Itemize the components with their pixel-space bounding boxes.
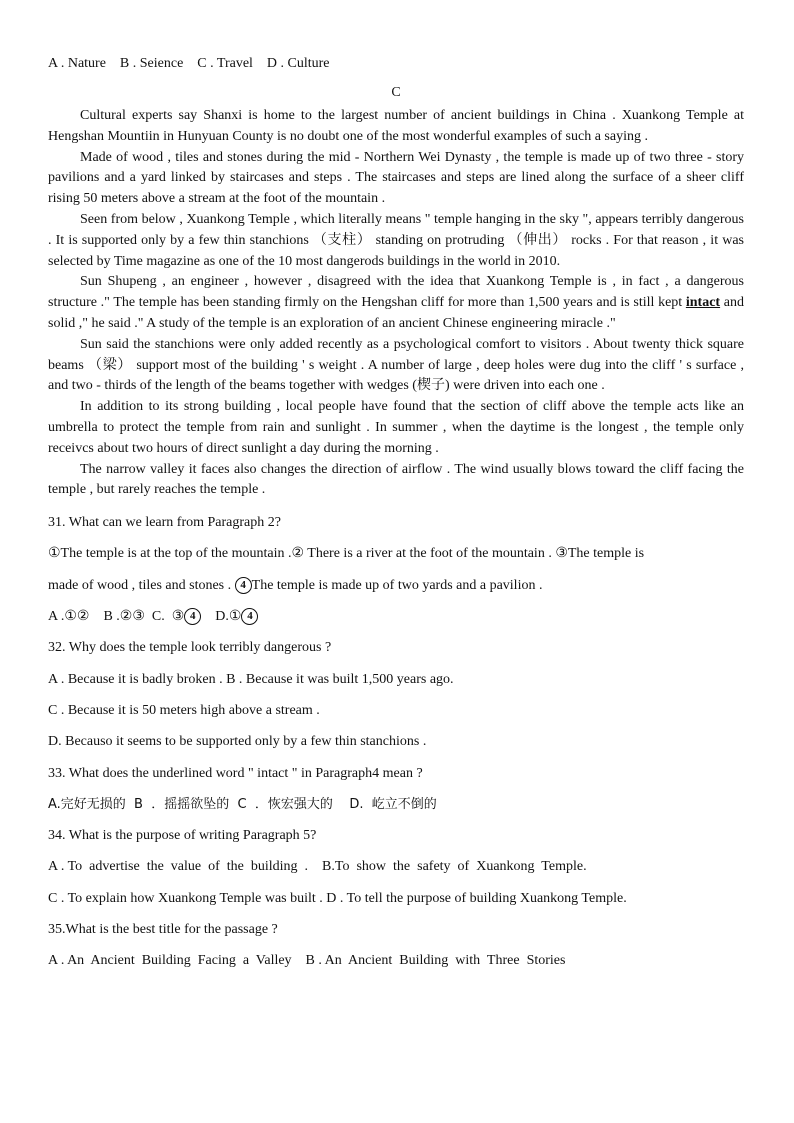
previous-question-options: A . Nature B . Seience C . Travel D . Culture	[48, 56, 330, 71]
paragraph-6: In addition to its strong building , local people have found that the section of cliff above the temple acts like an umbrella to protect the temple from rain and sunlight . In summer , when the daytime is the longest , the temple only receivcs about two hours of direct sunlight a day during the morning .	[48, 399, 744, 456]
paragraph-4-part-2: and solid ," he said ." A study of the temple is an exploration of an ancient Chinese engineering miracle ."	[48, 295, 745, 331]
question-32-option-c: C . Because it is 50 meters high above a stream .	[48, 702, 320, 718]
statement-3-text: made of wood , tiles and stones .	[48, 577, 232, 593]
paragraph-5: Sun said the stanchions were only added recently as a psychological comfort to visitors . About twenty thick square beams （梁） support most of the building ' s weight . A number of large , deep holes were dug into the cliff ' s surface , and two - thirds of the length of the beams together with wedges (楔子) were driven into each one .	[48, 336, 744, 394]
paragraph-7: The narrow valley it faces also changes the direction of airflow . The wind usually blows toward the cliff facing the temple , but rarely reaches the temple .	[48, 461, 744, 498]
section-heading: C	[391, 85, 401, 100]
question-32-options-ab: A . Because it is badly broken . B . Because it was built 1,500 years ago.	[48, 671, 454, 687]
question-33-options: A.完好无损的 B ．摇摇欲坠的 C ．恢宏强大的 D. 屹立不倒的	[48, 796, 437, 812]
question-31-choices	[48, 601, 744, 632]
question-31: 31. What can we learn from Paragraph 2?	[48, 515, 281, 531]
question-34-options-ab: A . To advertise the value of the building . B.To show the safety of Xuankong Temple.	[48, 859, 587, 875]
underlined-word-intact: intact	[685, 295, 721, 311]
circled-4-icon: 4	[184, 608, 201, 625]
question-34-options-cd: C . To explain how Xuankong Temple was built . D . To tell the purpose of building Xuankong Temple.	[48, 890, 627, 906]
question-32-option-d: D. Becauso it seems to be supported only by a few thin stanchions .	[48, 734, 427, 750]
paragraph-1: Cultural experts say Shanxi is home to the largest number of ancient buildings in China . Xuankong Temple at Hengshan Mountiin in Hunyuan County is no doubt one of the most wonderful examples of such a saying .	[48, 108, 744, 144]
question-35-options: A . An Ancient Building Facing a Valley B . An Ancient Building with Three Stories	[48, 953, 566, 969]
choice-d: D.①	[215, 609, 242, 625]
paragraph-2: Made of wood , tiles and stones during the mid - Northern Wei Dynasty , the temple is made up of two three - story pavilions and a yard linked by staircases and steps . The staircases and steps are lined along the surface of a sheer cliff rising 50 meters above a stream at the foot of the mountain .	[48, 149, 744, 207]
circled-4-icon: 4	[235, 577, 252, 594]
circled-4-icon: 4	[241, 608, 258, 625]
paragraph-4-part-1: Sun Shupeng , an engineer , however , disagreed with the idea that Xuankong Temple is , in fact , a dangerous structure ." The temple has been standing firmly on the Hengshan cliff for more than 1,500 years and is still kept	[48, 274, 744, 311]
question-31-statements-line-1: ①The temple is at the top of the mountain .② There is a river at the foot of the mountain . ③The temple is	[48, 546, 645, 562]
question-31-statements-line-2	[48, 570, 744, 601]
paragraph-4	[48, 272, 744, 334]
question-33: 33. What does the underlined word " intact " in Paragraph4 mean ?	[48, 765, 423, 781]
question-32: 32. Why does the temple look terribly dangerous ?	[48, 640, 332, 656]
question-34: 34. What is the purpose of writing Paragraph 5?	[48, 828, 317, 844]
document-page	[48, 52, 744, 977]
statement-4-text: The temple is made up of two yards and a pavilion .	[251, 577, 543, 593]
paragraph-3: Seen from below , Xuankong Temple , which literally means " temple hanging in the sky ", appears terribly dangerous . It is supported only by a few thin stanchions （支柱） standing on protruding （伸出） rocks . For that reason , it was selected by Time magazine as one of the 10 most dangerods buildings in the world in 2010.	[48, 211, 744, 269]
question-35: 35.What is the best title for the passage ?	[48, 922, 278, 937]
choices-abc: A .①② B .②③ C. ③	[48, 609, 185, 625]
